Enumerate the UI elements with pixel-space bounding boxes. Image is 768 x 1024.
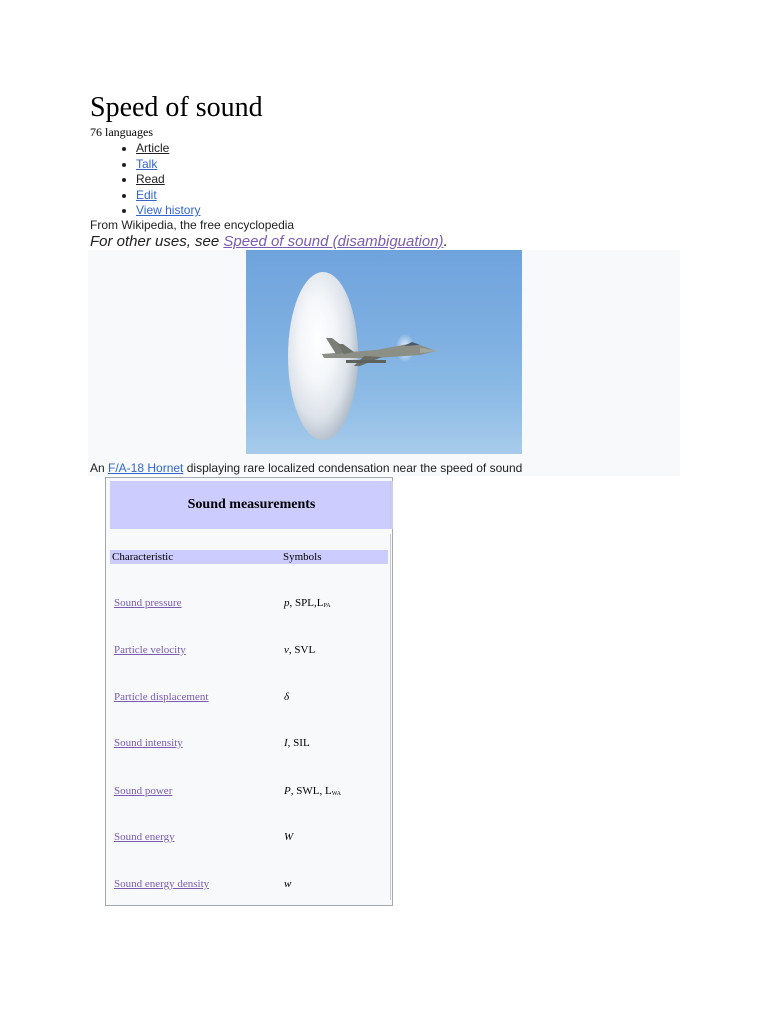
row-name-link[interactable]: Sound intensity	[114, 737, 183, 749]
symbol-rest: , SPL,L	[289, 597, 324, 609]
infobox-row	[106, 875, 392, 895]
row-symbols	[284, 691, 289, 703]
symbol-sub: WA	[331, 791, 342, 797]
symbol-rest: , SIL	[287, 737, 310, 749]
symbol-main: w	[284, 878, 292, 890]
tab-edit	[136, 188, 200, 204]
infobox-row	[106, 641, 392, 661]
hatnote-suffix: .	[443, 233, 448, 250]
infobox-row	[106, 782, 392, 802]
infobox-row	[106, 828, 392, 848]
jet-icon	[316, 336, 446, 370]
tab-view-history-link[interactable]: View history	[136, 203, 201, 217]
symbol-main: I	[284, 737, 288, 749]
jet-photo[interactable]	[246, 250, 522, 454]
row-symbols	[284, 597, 331, 609]
infobox-column-header	[110, 550, 388, 564]
row-symbols	[284, 878, 291, 890]
page-tabs	[108, 141, 200, 219]
infobox-title: Sound measurements	[110, 481, 393, 529]
row-symbols	[284, 831, 293, 843]
symbol-sub: PA	[323, 603, 331, 609]
symbol-rest: , SVL	[288, 644, 316, 656]
lead-figure	[88, 250, 680, 476]
tab-read-link[interactable]: Read	[136, 172, 165, 186]
symbol-main: P	[284, 785, 291, 797]
row-symbols	[284, 737, 310, 749]
symbol-main: δ	[284, 691, 290, 703]
tab-view-history	[136, 203, 200, 219]
symbol-main: v	[284, 644, 289, 656]
caption-prefix: An	[90, 461, 109, 475]
tab-edit-link[interactable]: Edit	[136, 187, 157, 202]
caption-link[interactable]: F/A-18 Hornet	[108, 461, 184, 475]
row-name-link[interactable]: Particle velocity	[114, 644, 186, 656]
hatnote	[90, 233, 448, 251]
tab-talk-link[interactable]: Talk	[136, 156, 158, 171]
symbol-rest: , SWL, L	[290, 785, 332, 797]
figure-caption	[90, 461, 522, 476]
tab-article-link[interactable]: Article	[136, 141, 170, 155]
disambiguation-link[interactable]: Speed of sound (disambiguation)	[223, 233, 444, 250]
infobox-row	[106, 594, 392, 614]
column-symbols: Symbols	[283, 551, 322, 563]
tab-read	[136, 172, 200, 188]
row-name-link[interactable]: Sound energy	[114, 831, 175, 843]
row-symbols	[284, 785, 341, 797]
tab-article	[136, 141, 200, 157]
infobox	[105, 477, 393, 906]
row-name-link[interactable]: Sound pressure	[114, 597, 182, 609]
infobox-divider	[390, 481, 391, 529]
infobox-row	[106, 688, 392, 708]
column-characteristic: Characteristic	[112, 551, 174, 563]
row-symbols	[284, 644, 315, 656]
tagline: From Wikipedia, the free encyclopedia	[90, 218, 295, 232]
row-name-link[interactable]: Particle displacement	[114, 691, 209, 703]
tab-talk	[136, 157, 200, 173]
symbol-main: W	[284, 831, 294, 843]
languages-button[interactable]: 76 languages	[90, 125, 153, 139]
row-name-link[interactable]: Sound power	[114, 785, 173, 797]
row-name-link[interactable]: Sound energy density	[114, 878, 210, 890]
caption-suffix: displaying rare localized condensation near the speed of sound	[183, 461, 523, 475]
symbol-main: p	[284, 597, 290, 609]
page-title: Speed of sound	[90, 92, 263, 123]
hatnote-prefix: For other uses, see	[90, 233, 224, 250]
infobox-row	[106, 734, 392, 754]
